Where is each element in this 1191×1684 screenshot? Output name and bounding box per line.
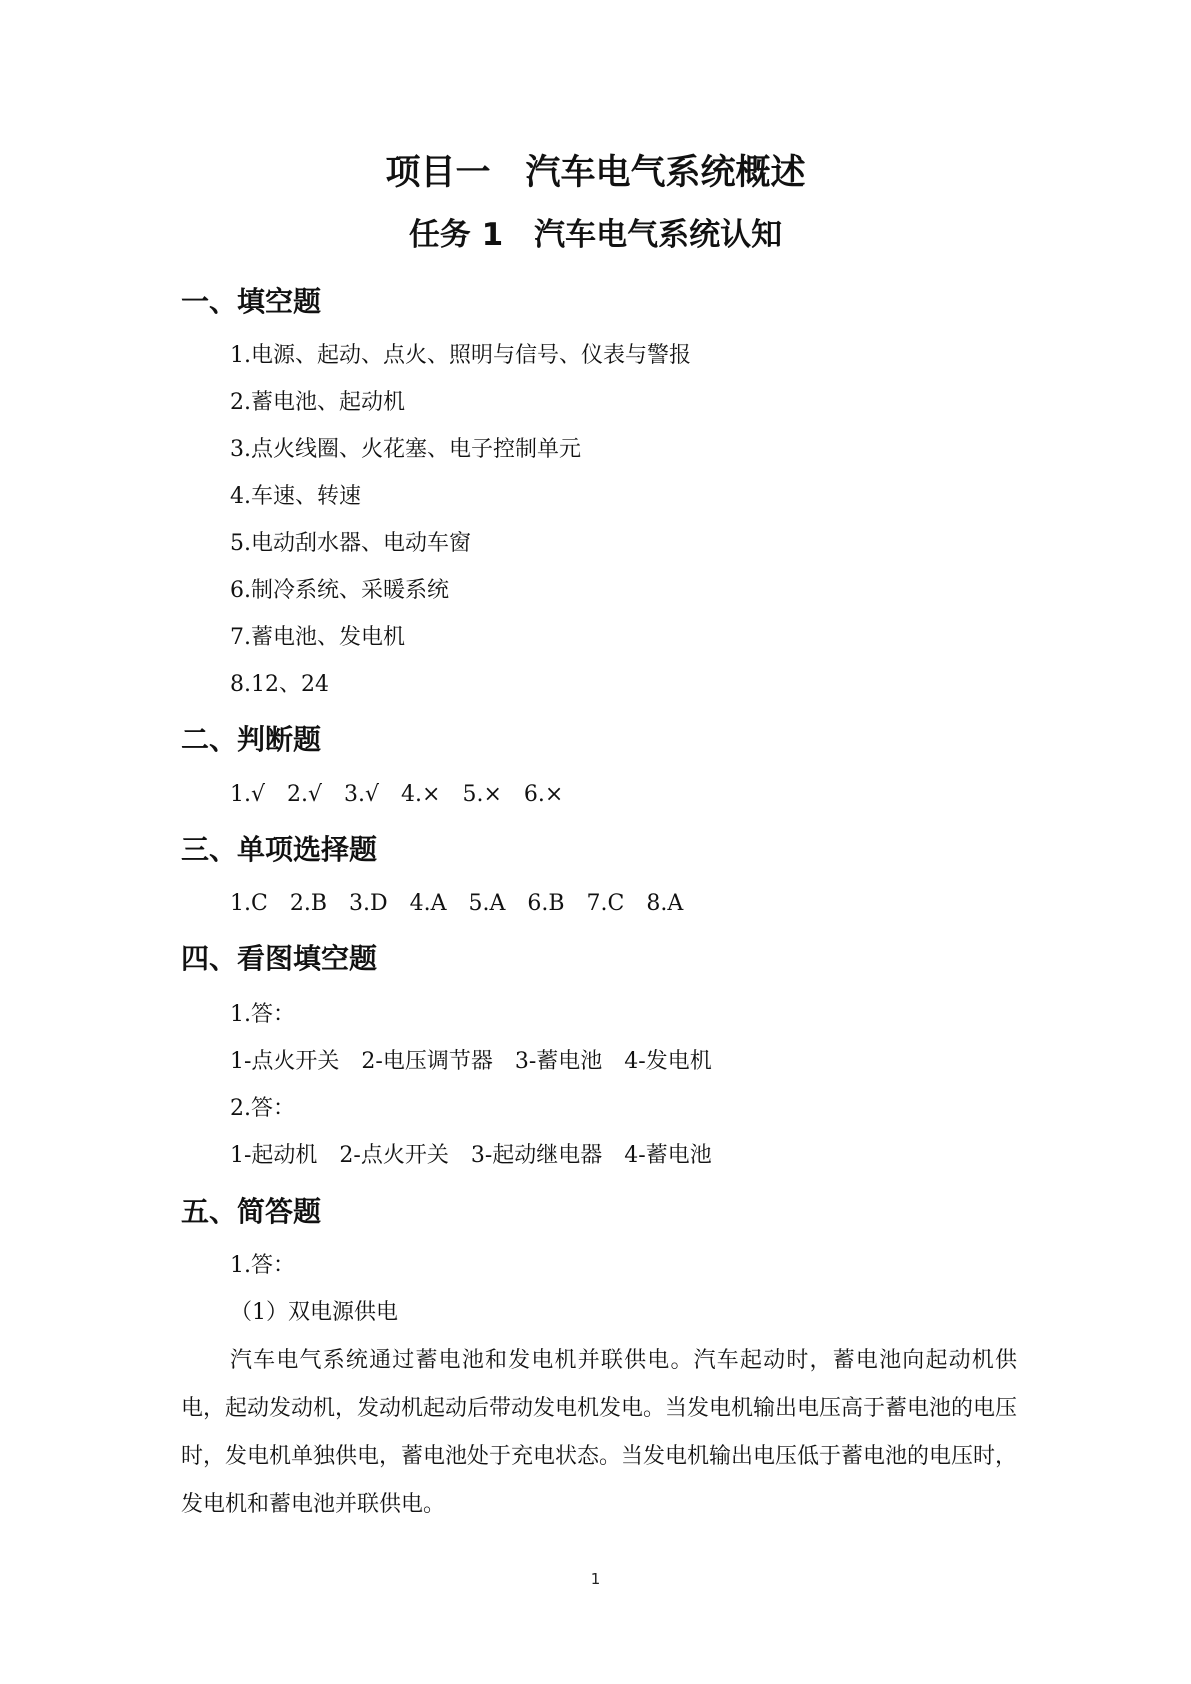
answer-line: 1.√ 2.√ 3.√ 4.× 5.× 6.×: [230, 782, 564, 807]
answer-line: 1-点火开关 2-电压调节器 3-蓄电池 4-发电机: [230, 1049, 712, 1074]
section-heading-short-answer: 五、简答题: [181, 1195, 322, 1228]
answer-line: 2.蓄电池、起动机: [230, 390, 405, 415]
section-heading-fill-in: 一、填空题: [181, 285, 322, 318]
section-heading-single-choice: 三、单项选择题: [181, 833, 378, 866]
answer-line: （1）双电源供电: [230, 1300, 398, 1325]
answer-line: 1.电源、起动、点火、照明与信号、仪表与警报: [230, 343, 691, 368]
section-heading-true-false: 二、判断题: [181, 723, 322, 756]
page-number: 1: [590, 1570, 601, 1588]
project-title: 项目一 汽车电气系统概述: [385, 153, 806, 193]
answer-line: 1-起动机 2-点火开关 3-起动继电器 4-蓄电池: [230, 1143, 712, 1168]
section-heading-picture-fill-in: 四、看图填空题: [181, 942, 378, 975]
answer-line: 6.制冷系统、采暖系统: [230, 578, 449, 603]
answer-line: 5.电动刮水器、电动车窗: [230, 531, 471, 556]
answer-line: 1.C 2.B 3.D 4.A 5.A 6.B 7.C 8.A: [230, 891, 684, 916]
answer-paragraph: 汽车电气系统通过蓄电池和发电机并联供电。汽车起动时，蓄电池向起动机供电，起动发动机，发动机起动后带动发电机发电。当发电机输出电压高于蓄电池的电压时，发电机单独供电，蓄电池处于充电状态。当发电机输出电压低于蓄电池的电压时，发电机和蓄电池并联供电。: [181, 1348, 1018, 1517]
answer-line: 8.12、24: [230, 672, 329, 697]
task-title: 任务 1 汽车电气系统认知: [408, 217, 783, 253]
answer-line: 7.蓄电池、发电机: [230, 625, 405, 650]
answer-line: 1.答：: [230, 1253, 295, 1278]
answer-line: 3.点火线圈、火花塞、电子控制单元: [230, 437, 581, 462]
answer-line: 2.答：: [230, 1096, 295, 1121]
answer-line: 4.车速、转速: [230, 484, 361, 509]
answer-line: 1.答：: [230, 1002, 295, 1027]
